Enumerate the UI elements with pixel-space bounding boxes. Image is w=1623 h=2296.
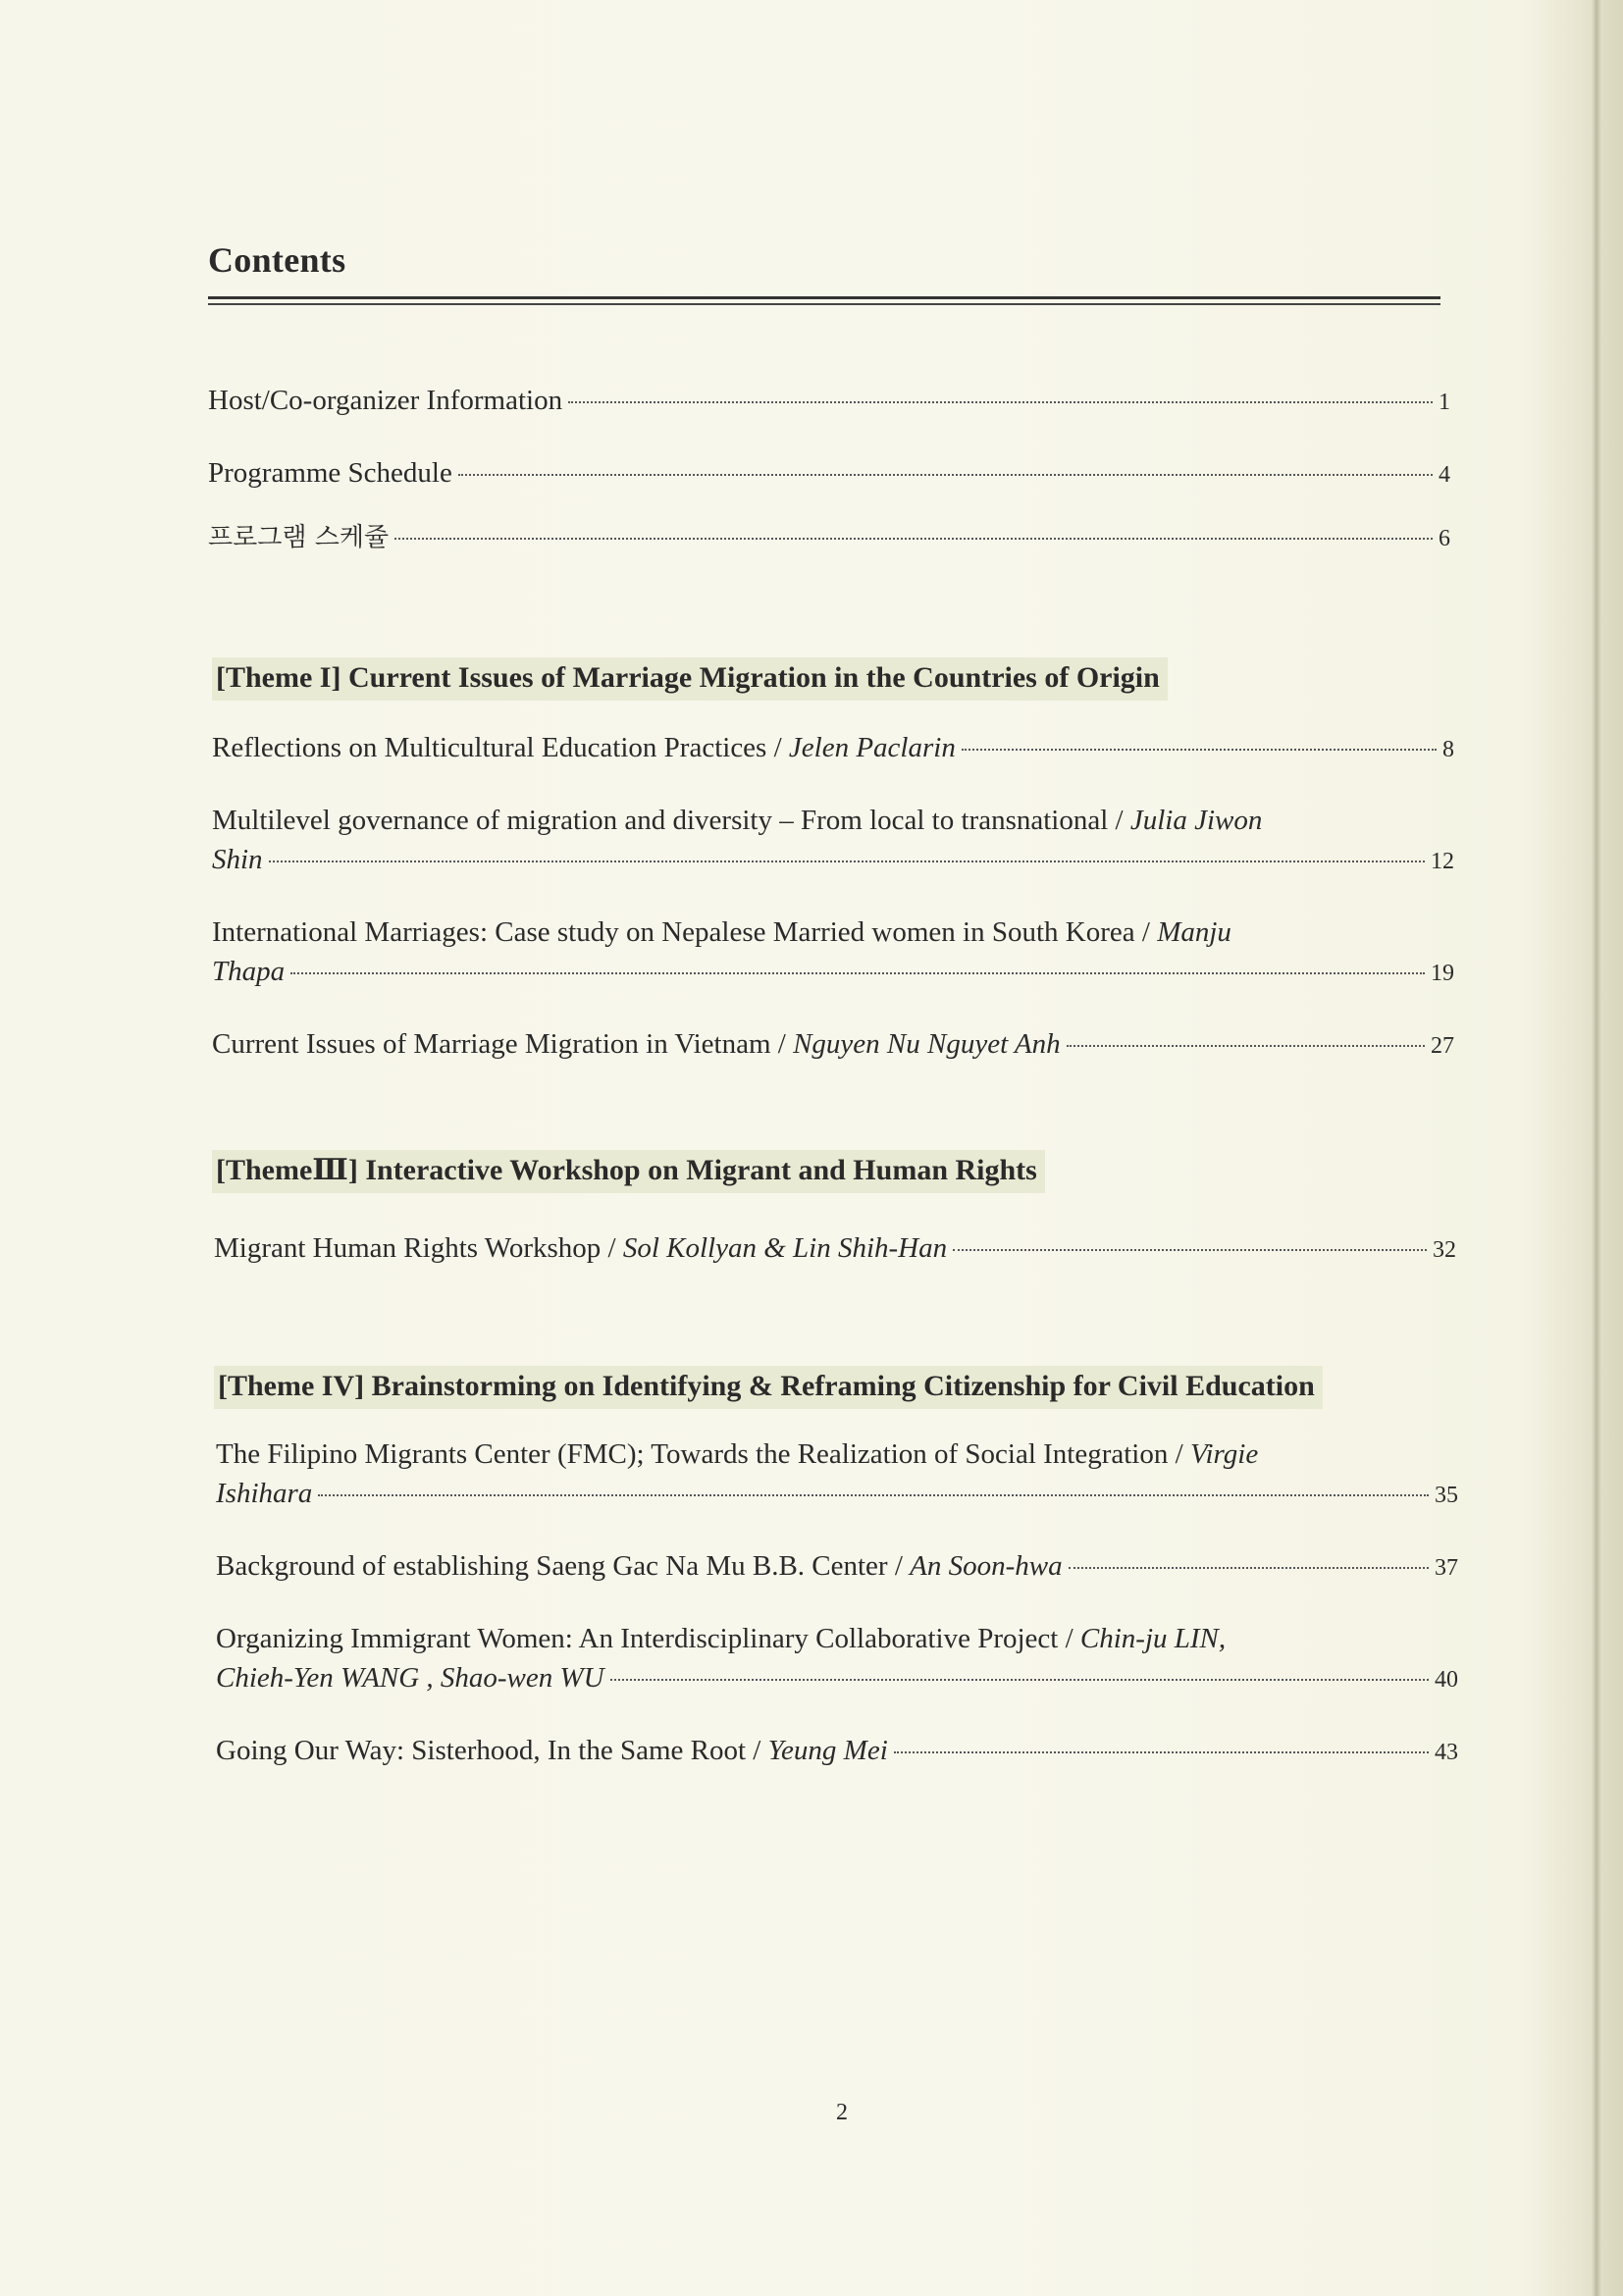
dot-leader (1067, 1045, 1425, 1047)
entry-author: Chin-ju LIN, (1079, 1623, 1227, 1654)
toc-entry[interactable]: Migrant Human Rights Workshop / Sol Kollyan & Lin Shih-Han 32 (214, 1228, 1456, 1270)
entry-author-continued: Shin (212, 844, 263, 875)
entry-author-continued: Thapa (212, 956, 286, 987)
toc-entry[interactable]: The Filipino Migrants Center (FMC); Towards the Realization of Social Integration / Virgie Ishihara 35 (216, 1435, 1458, 1515)
dot-leader (394, 538, 1433, 540)
page-number: 43 (1435, 1740, 1458, 1765)
dot-leader (318, 1494, 1429, 1496)
theme-4-entries (216, 1435, 1458, 1772)
toc-entry[interactable]: Multilevel governance of migration and diversity – From local to transnational / Julia Jiwon Shin 12 (212, 801, 1454, 881)
page-number: 8 (1442, 737, 1454, 762)
entry-author: Julia Jiwon (1129, 805, 1263, 836)
toc-entry-korean-schedule[interactable]: 프로그램 스케쥴 6 (208, 518, 1450, 558)
toc-entry[interactable]: Going Our Way: Sisterhood, In the Same Root / Yeung Mei 43 (216, 1731, 1458, 1772)
dot-leader (962, 749, 1437, 751)
dot-leader (290, 972, 1425, 974)
theme-heading-1: [Theme I] Current Issues of Marriage Migration in the Countries of Origin (212, 657, 1168, 701)
page-folio: 2 (836, 2100, 848, 2125)
entry-author-continued: Chieh-Yen WANG , Shao-wen WU (216, 1662, 604, 1694)
page-number: 40 (1435, 1667, 1458, 1693)
toc-entry[interactable]: International Marriages: Case study on Nepalese Married women in South Korea / Manju Thapa 19 (212, 913, 1454, 993)
theme-1-entries (212, 728, 1454, 1066)
entry-author: An Soon-hwa (910, 1550, 1063, 1582)
entry-author: Virgie (1189, 1438, 1259, 1470)
dot-leader (458, 474, 1433, 476)
entry-author: Jelen Paclarin (788, 732, 956, 763)
page-number: 12 (1431, 849, 1454, 874)
page-number: 6 (1439, 526, 1450, 551)
dot-leader (269, 861, 1425, 862)
entry-author: Sol Kollyan & Lin Shih-Han (622, 1232, 948, 1264)
entry-author: Manju (1157, 916, 1231, 948)
toc-entry[interactable]: Organizing Immigrant Women: An Interdisciplinary Collaborative Project / Chin-ju LIN, Chieh-Yen WANG , Shao-wen WU 40 (216, 1619, 1458, 1699)
title-rule (208, 296, 1440, 305)
page-number: 37 (1435, 1555, 1458, 1581)
entry-author: Nguyen Nu Nguyet Anh (793, 1028, 1061, 1060)
toc-entry[interactable]: Background of establishing Saeng Gac Na Mu B.B. Center / An Soon-hwa 37 (216, 1546, 1458, 1588)
entry-author: Yeung Mei (767, 1735, 888, 1766)
toc-entry[interactable]: Current Issues of Marriage Migration in Vietnam / Nguyen Nu Nguyet Anh 27 (212, 1024, 1454, 1066)
page-title: Contents (208, 240, 346, 280)
dot-leader (1069, 1567, 1429, 1569)
page-number: 27 (1431, 1033, 1454, 1059)
dot-leader (610, 1679, 1429, 1681)
page-number: 35 (1435, 1483, 1458, 1508)
theme-heading-4: [Theme IV] Brainstorming on Identifying & Reframing Citizenship for Civil Education (214, 1366, 1323, 1409)
page-number: 1 (1439, 390, 1450, 415)
toc-entry[interactable]: Reflections on Multicultural Education Practices / Jelen Paclarin 8 (212, 728, 1454, 769)
theme-3-entries (214, 1228, 1456, 1270)
dot-leader (894, 1751, 1429, 1753)
theme-heading-3: [ThemeⅢ] Interactive Workshop on Migrant and Human Rights (212, 1150, 1045, 1193)
page-number: 4 (1439, 462, 1450, 488)
page-number: 19 (1431, 961, 1454, 986)
page-binding-shadow (1592, 0, 1601, 2296)
front-matter-list (208, 381, 1450, 558)
dot-leader (953, 1249, 1427, 1251)
entry-author-continued: Ishihara (216, 1478, 313, 1509)
page-number: 32 (1433, 1237, 1456, 1263)
dot-leader (568, 401, 1433, 403)
toc-entry-host-info[interactable]: Host/Co-organizer Information 1 (208, 381, 1450, 422)
toc-entry-programme-schedule[interactable]: Programme Schedule 4 (208, 453, 1450, 495)
